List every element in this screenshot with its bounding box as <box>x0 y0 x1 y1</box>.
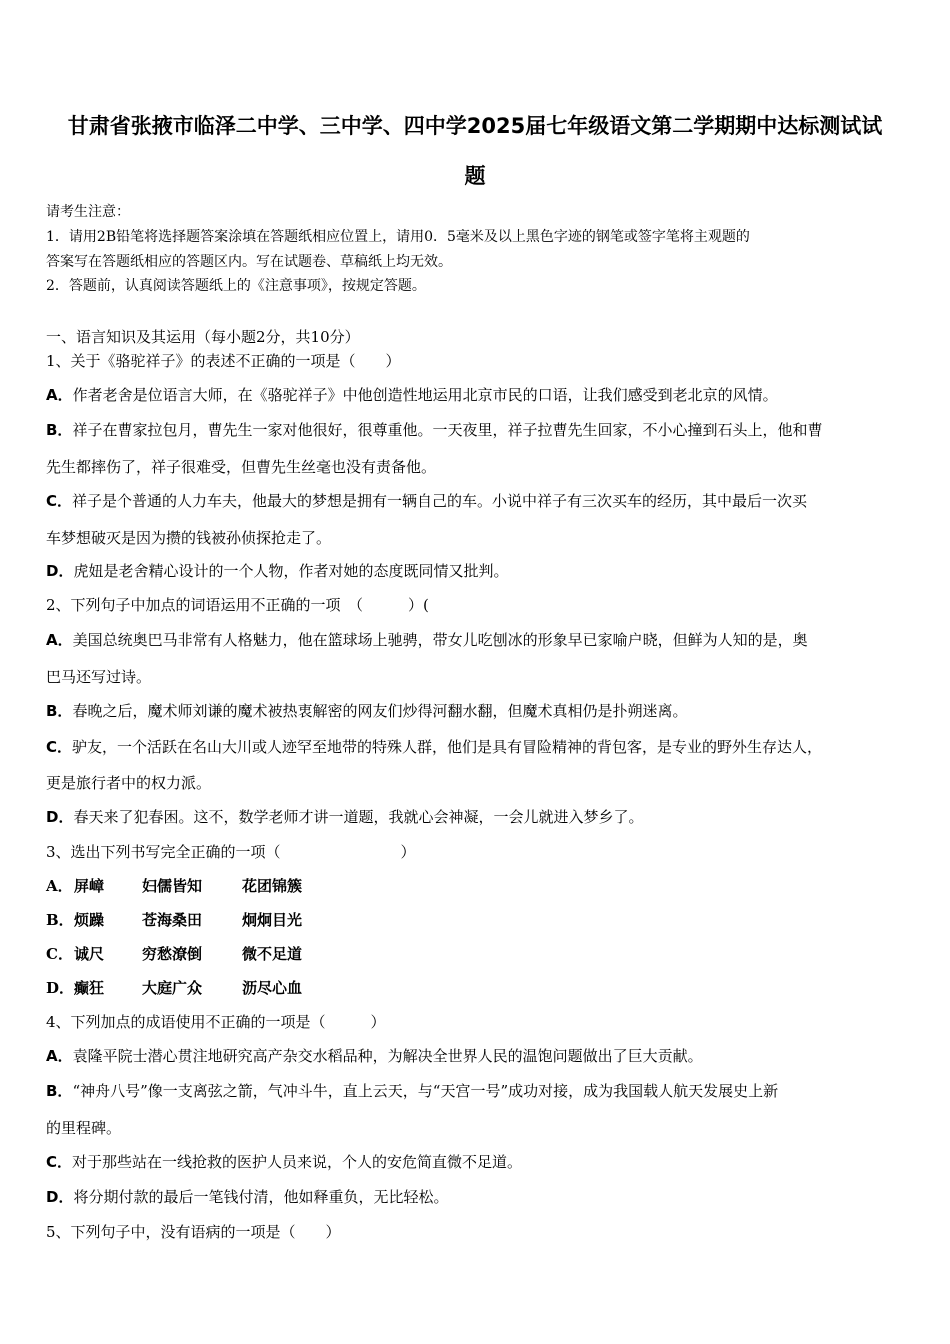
question-3-option-b-word-1: 烦躁 <box>74 911 105 929</box>
option-letter: B． <box>46 1082 73 1100</box>
question-2-option-a <box>46 629 808 651</box>
option-letter: D． <box>46 1188 74 1206</box>
question-2-option-d <box>46 806 643 828</box>
question-3-option-a-letter: A． <box>46 877 73 895</box>
option-letter: D． <box>46 808 74 826</box>
option-letter: C． <box>46 738 73 756</box>
question-3-option-d-word-3: 沥尽心血 <box>242 979 303 997</box>
question-3-option-c-word-3: 微不足道 <box>242 945 303 963</box>
option-text: 驴友，一个活跃在名山大川或人迹罕至地带的特殊人群，他们是具有冒险精神的背包客，是专业的野外生存达人， <box>72 738 823 756</box>
question-3-option-d-letter: D． <box>46 979 75 997</box>
question-1-option-b-continued: 先生都摔伤了，祥子很难受，但曹先生丝毫也没有责备他。 <box>46 458 437 476</box>
option-text: 将分期付款的最后一笔钱付清，他如释重负，无比轻松。 <box>73 1188 449 1206</box>
question-2-option-b <box>46 700 687 722</box>
question-1-option-c-continued: 车梦想破灭是因为攒的钱被孙侦探抢走了。 <box>46 529 332 547</box>
question-2-option-c <box>46 736 822 758</box>
option-letter: A． <box>46 1047 73 1065</box>
option-text: “神舟八号”像一支离弦之箭，气冲斗牛，直上云天，与“天宫一号”成功对接，成为我国载人航天发展史上新 <box>72 1082 779 1100</box>
option-letter: D． <box>46 562 74 580</box>
exam-title-line-2: 题 <box>464 164 486 188</box>
question-5-stem: 5、下列句子中，没有语病的一项是（ ） <box>46 1223 341 1241</box>
question-3-option-a-word-2: 妇儒皆知 <box>142 877 203 895</box>
question-4-option-c <box>46 1151 522 1173</box>
question-2-option-c-continued: 更是旅行者中的权力派。 <box>46 774 212 792</box>
option-letter: C． <box>46 1153 73 1171</box>
question-3-option-c-word-1: 诚尺 <box>74 945 105 963</box>
notice-item-1-line-2: 答案写在答题纸相应的答题区内。写在试题卷、草稿纸上均无效。 <box>46 254 452 270</box>
option-text: 春天来了犯春困。这不，数学老师才讲一道题，我就心会神凝，一会儿就进入梦乡了。 <box>73 808 644 826</box>
question-4-option-b <box>46 1080 778 1102</box>
question-2-stem: 2、下列句子中加点的词语运用不正确的一项 （ ）( <box>46 596 429 614</box>
section-1-heading: 一、语言知识及其运用（每小题2分，共10分） <box>46 328 360 346</box>
option-text: 春晚之后，魔术师刘谦的魔术被热衷解密的网友们炒得河翻水翻，但魔术真相仍是扑朔迷离。 <box>72 702 688 720</box>
question-4-option-d <box>46 1186 448 1208</box>
notice-heading: 请考生注意： <box>46 204 130 220</box>
question-1-stem: 1、关于《骆驼祥子》的表述不正确的一项是（ ） <box>46 352 401 370</box>
question-1-option-d <box>46 560 508 582</box>
question-4-option-a <box>46 1045 703 1067</box>
option-letter: B． <box>46 702 73 720</box>
option-text: 美国总统奥巴马非常有人格魅力，他在篮球场上驰骋，带女儿吃刨冰的形象早已家喻户晓，但鲜为人知的是，奥 <box>72 631 808 649</box>
question-2-option-a-continued: 巴马还写过诗。 <box>46 668 152 686</box>
question-1-option-a <box>46 384 778 406</box>
option-text: 作者老舍是位语言大师，在《骆驼祥子》中他创造性地运用北京市民的口语，让我们感受到老北京的风情。 <box>72 386 778 404</box>
question-3-option-d-word-2: 大庭广众 <box>142 979 203 997</box>
question-4-option-b-continued: 的里程碑。 <box>46 1119 122 1137</box>
question-3-option-b-word-3: 炯炯目光 <box>242 911 303 929</box>
question-3-stem: 3、选出下列书写完全正确的一项（ ） <box>46 843 416 861</box>
option-text: 对于那些站在一线抢救的医护人员来说，个人的安危简直微不足道。 <box>72 1153 523 1171</box>
option-letter: A． <box>46 386 73 404</box>
option-text: 祥子是个普通的人力车夫，他最大的梦想是拥有一辆自己的车。小说中祥子有三次买车的经历，其中最后一次买 <box>72 492 808 510</box>
question-4-stem: 4、下列加点的成语使用不正确的一项是（ ） <box>46 1013 386 1031</box>
notice-item-2: 2．答题前，认真阅读答题纸上的《注意事项》，按规定答题。 <box>46 278 426 294</box>
notice-item-1-line-1: 1．请用2B铅笔将选择题答案涂填在答题纸相应位置上，请用0．5毫米及以上黑色字迹的钢笔或签字笔将主观题的 <box>46 229 750 245</box>
option-letter: C． <box>46 492 73 510</box>
question-1-option-b <box>46 419 822 441</box>
question-1-option-c <box>46 490 807 512</box>
question-3-option-b-word-2: 苍海桑田 <box>142 911 203 929</box>
exam-title-line-1: 甘肃省张掖市临泽二中学、三中学、四中学2025届七年级语文第二学期期中达标测试试 <box>67 114 883 138</box>
question-3-option-a-word-1: 屏嶂 <box>74 877 105 895</box>
question-3-option-c-letter: C． <box>46 945 73 963</box>
question-3-option-a-word-3: 花团锦簇 <box>242 877 303 895</box>
option-letter: B． <box>46 421 73 439</box>
option-text: 虎妞是老舍精心设计的一个人物，作者对她的态度既同情又批判。 <box>73 562 509 580</box>
option-letter: A． <box>46 631 73 649</box>
question-3-option-c-word-2: 穷愁潦倒 <box>142 945 203 963</box>
option-text: 祥子在曹家拉包月，曹先生一家对他很好，很尊重他。一天夜里，祥子拉曹先生回家，不小心撞到石头上，他和曹 <box>72 421 823 439</box>
question-3-option-d-word-1: 癫狂 <box>74 979 105 997</box>
question-3-option-b-letter: B． <box>46 911 74 929</box>
option-text: 袁隆平院士潜心贯注地研究高产杂交水稻品种，为解决全世界人民的温饱问题做出了巨大贡献。 <box>72 1047 703 1065</box>
